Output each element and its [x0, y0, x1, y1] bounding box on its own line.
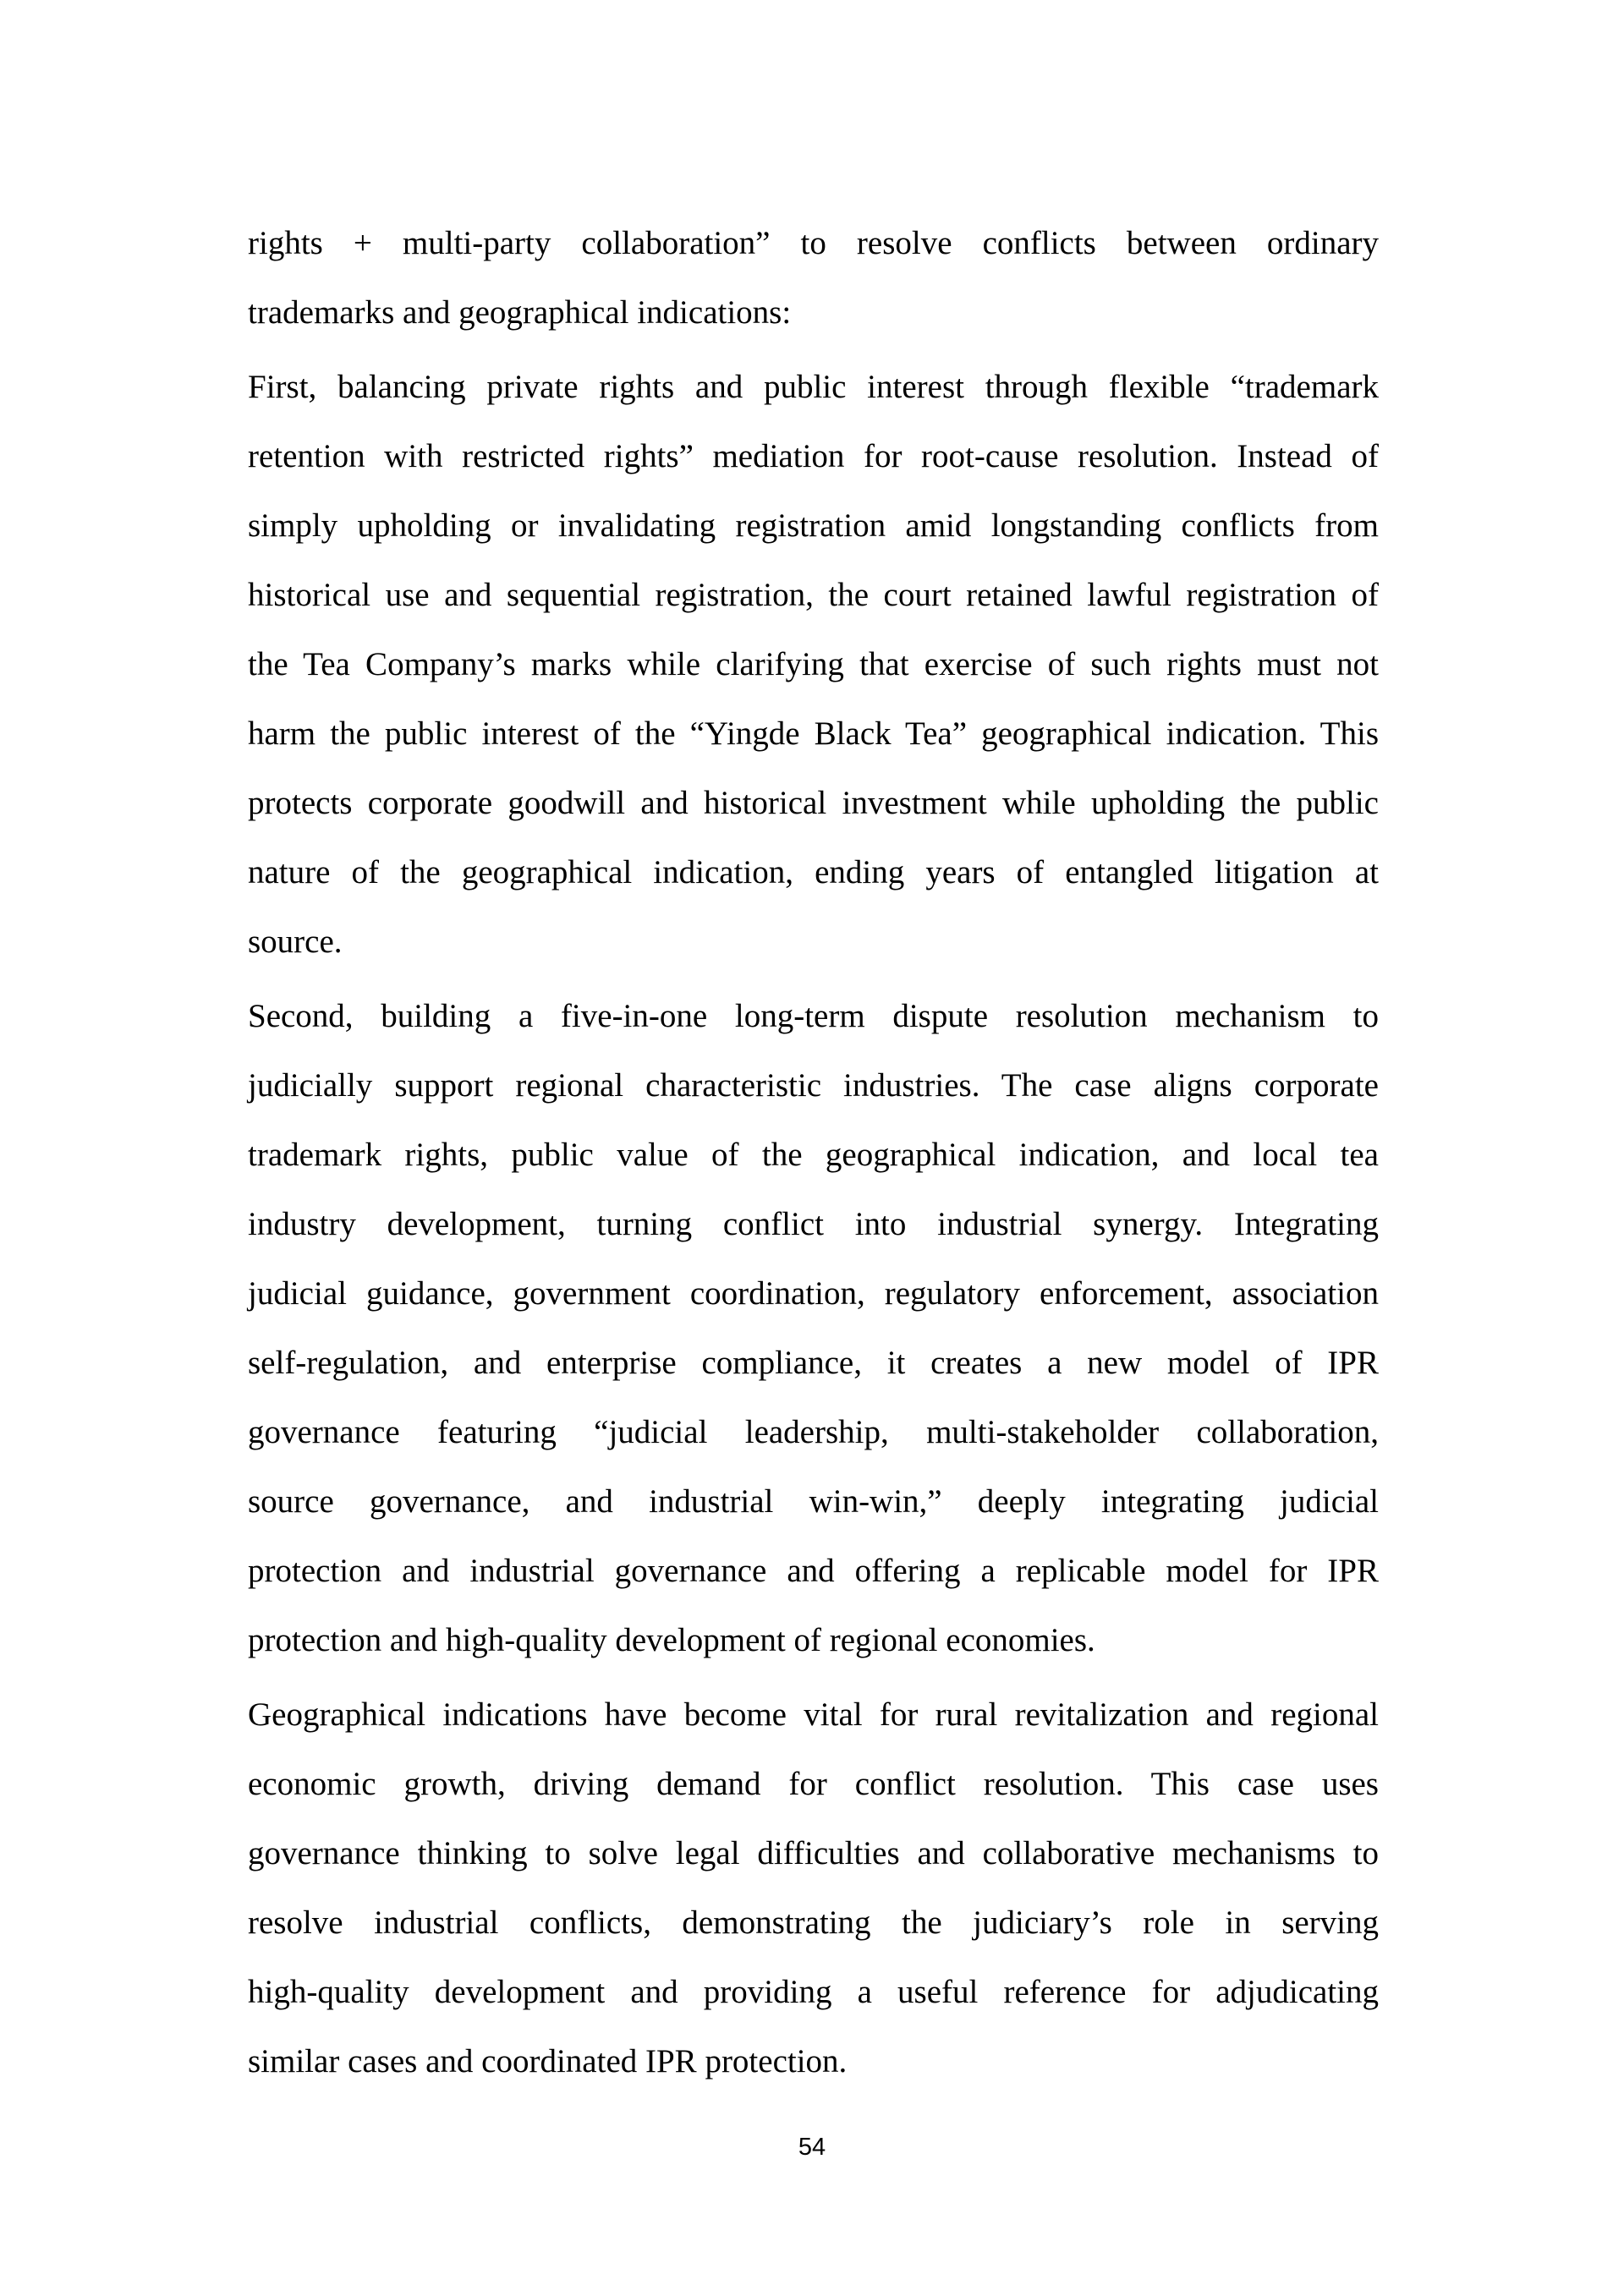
text-line: protection and industrial governance and offering a replicable model for IPR [248, 1553, 1379, 1589]
text-line: judicial guidance, government coordination, regulatory enforcement, association [248, 1275, 1379, 1312]
text-line: nature of the geographical indication, ending years of entangled litigation at [248, 854, 1379, 890]
paragraph-intro-continuation [248, 209, 1379, 348]
text-line: high-quality development and providing a useful reference for adjudicating [248, 1974, 1379, 2010]
document-body [248, 209, 1379, 2096]
text-line: rights + multi-party collaboration” to resolve conflicts between ordinary [248, 225, 1379, 261]
text-line: the Tea Company’s marks while clarifying that exercise of such rights must not [248, 646, 1379, 682]
page-number: 54 [798, 2134, 826, 2161]
text-line: industry development, turning conflict into industrial synergy. Integrating [248, 1206, 1379, 1242]
text-line: trademarks and geographical indications: [248, 294, 792, 331]
text-line: retention with restricted rights” mediation for root-cause resolution. Instead of [248, 438, 1379, 474]
text-line: similar cases and coordinated IPR protection. [248, 2043, 848, 2080]
text-line: First, balancing private rights and public interest through flexible “trademark [248, 369, 1379, 405]
text-line: governance featuring “judicial leadership, multi-stakeholder collaboration, [248, 1414, 1379, 1450]
paragraph-first-point [248, 353, 1379, 977]
text-line: resolve industrial conflicts, demonstrating the judiciary’s role in serving [248, 1904, 1379, 1941]
text-line: protection and high-quality development of regional economies. [248, 1622, 1095, 1658]
text-line: Second, building a five-in-one long-term dispute resolution mechanism to [248, 998, 1379, 1034]
text-line: self-regulation, and enterprise compliance, it creates a new model of IPR [248, 1345, 1379, 1381]
text-line: source. [248, 923, 343, 960]
text-line: historical use and sequential registration, the court retained lawful registration of [248, 577, 1379, 613]
paragraph-conclusion [248, 1680, 1379, 2096]
text-line: Geographical indications have become vital for rural revitalization and regional [248, 1696, 1379, 1733]
text-line: protects corporate goodwill and historical investment while upholding the public [248, 785, 1379, 821]
text-line: source governance, and industrial win-win,” deeply integrating judicial [248, 1483, 1379, 1520]
text-line: trademark rights, public value of the geographical indication, and local tea [248, 1137, 1379, 1173]
text-line: judicially support regional characteristic industries. The case aligns corporate [248, 1067, 1379, 1104]
paragraph-second-point [248, 982, 1379, 1675]
text-line: harm the public interest of the “Yingde Black Tea” geographical indication. This [248, 715, 1379, 752]
text-line: simply upholding or invalidating registration amid longstanding conflicts from [248, 507, 1379, 544]
text-line: economic growth, driving demand for conflict resolution. This case uses [248, 1766, 1379, 1802]
text-line: governance thinking to solve legal difficulties and collaborative mechanisms to [248, 1835, 1379, 1871]
